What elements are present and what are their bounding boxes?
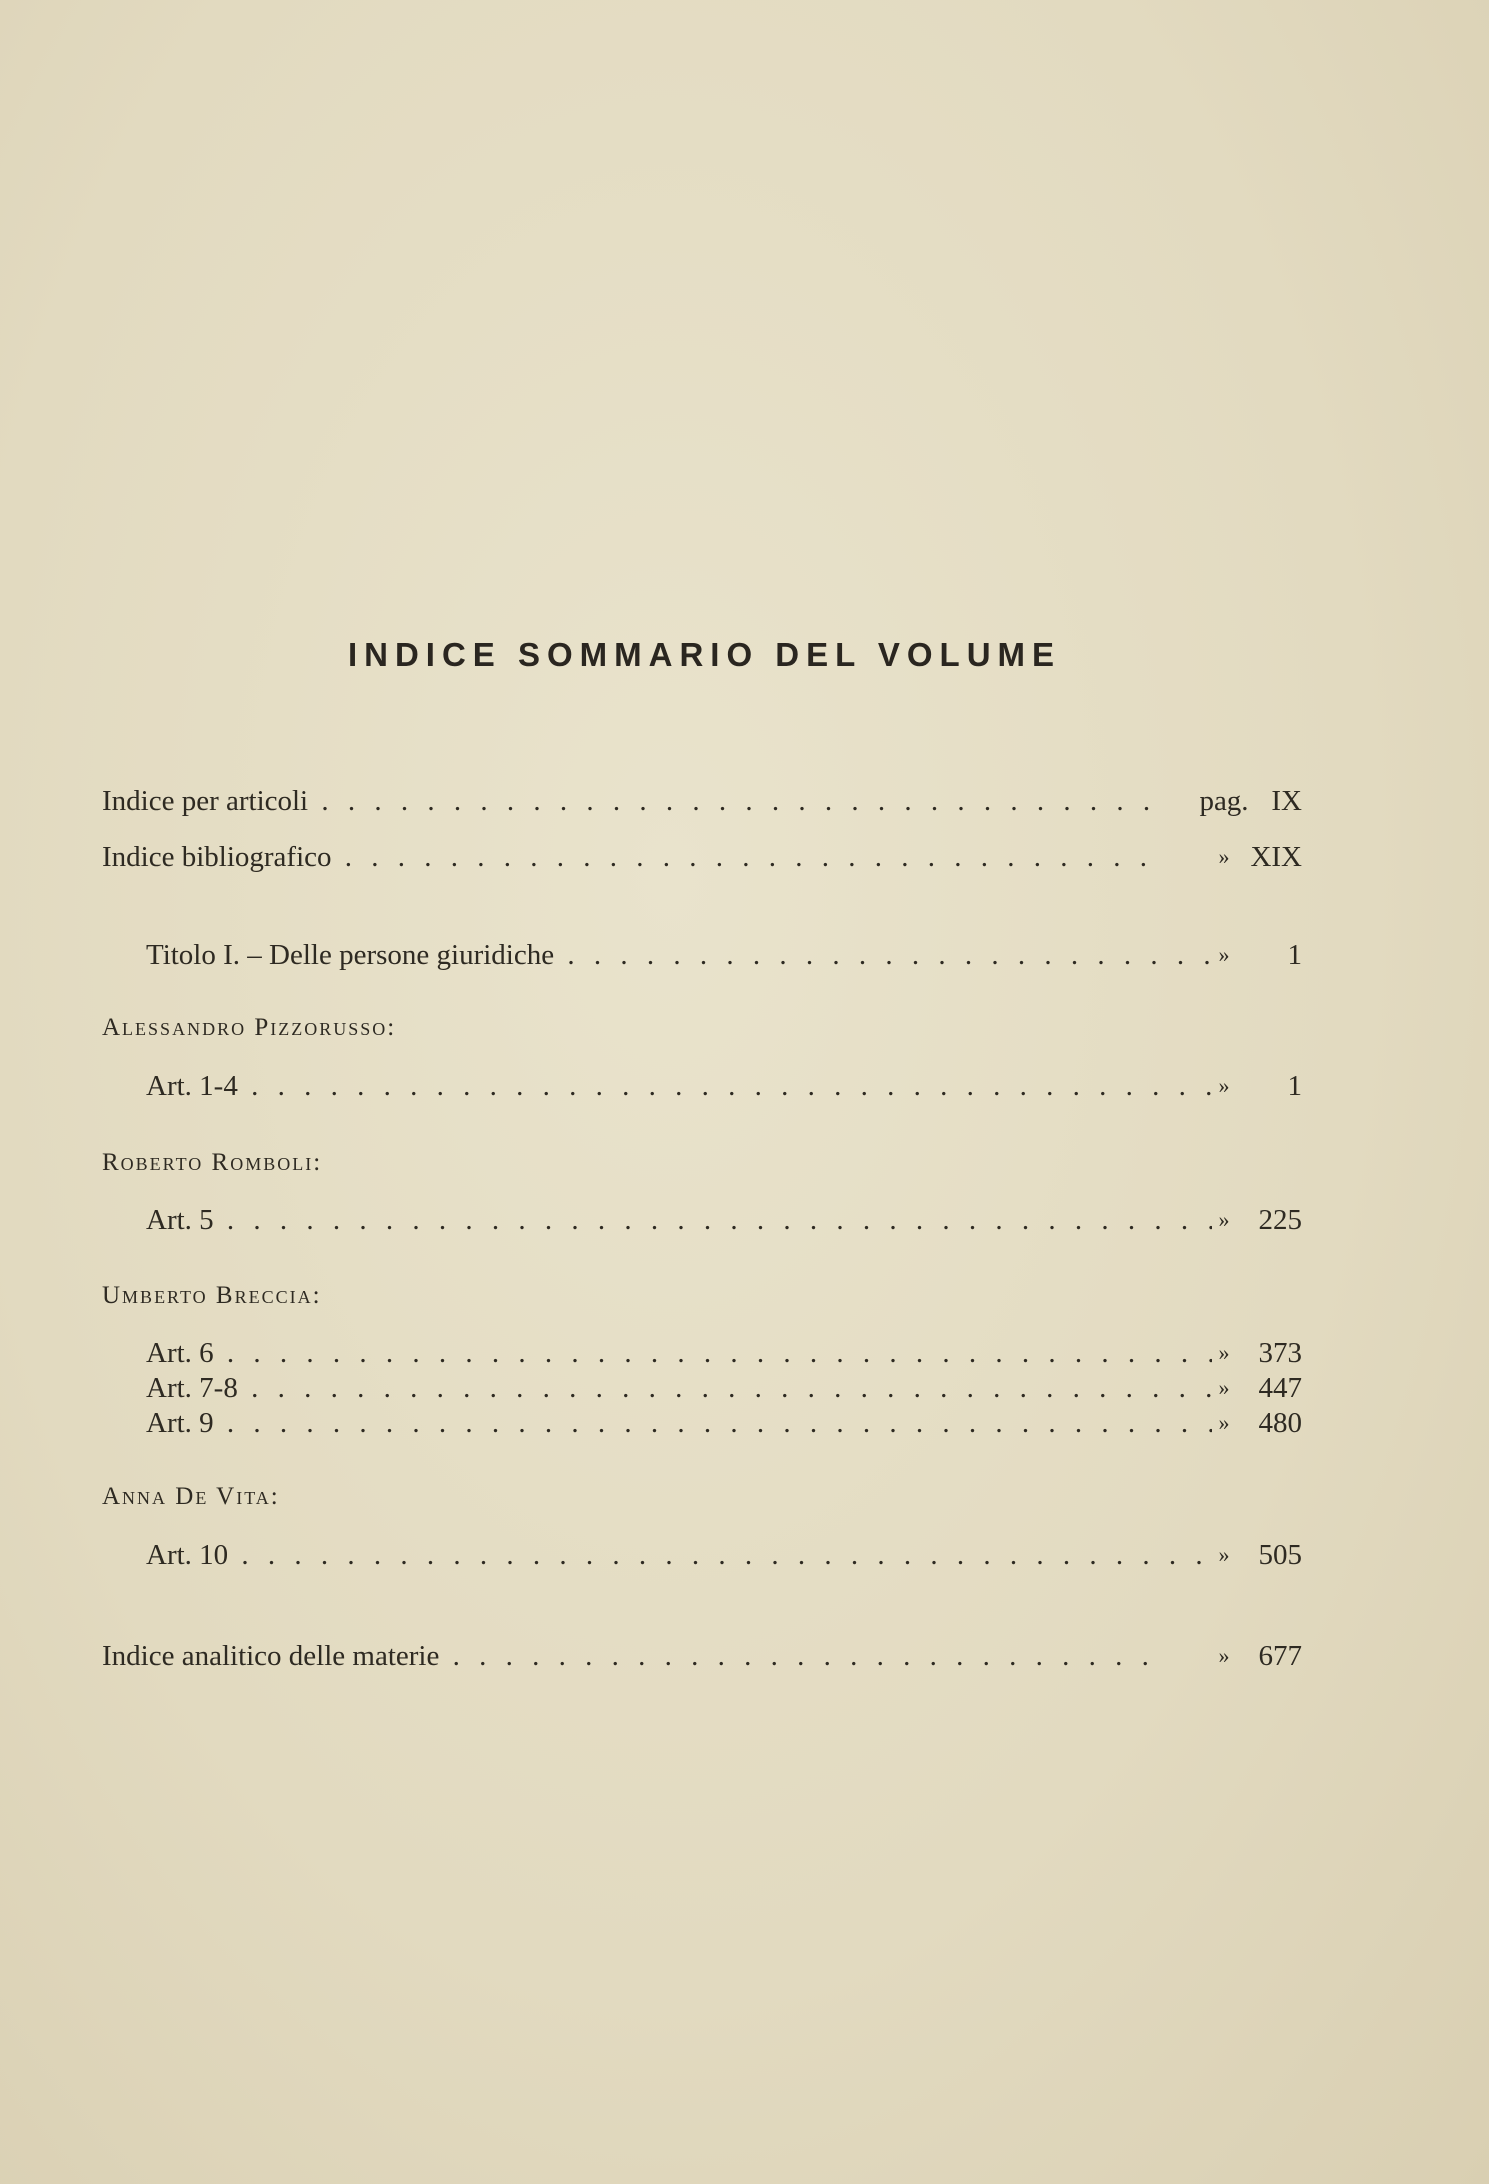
toc-entry-page-number: 677 xyxy=(1258,1640,1302,1672)
toc-entry-label: Art. 5 . . . xyxy=(146,1200,1212,1240)
toc-entry-ditto-mark: » xyxy=(1218,844,1230,869)
toc-entry-page-number: 447 xyxy=(1258,1372,1302,1404)
toc-entry-page-number: XIX xyxy=(1250,841,1302,873)
toc-entry-ditto-mark: » xyxy=(1218,1073,1230,1098)
toc-entry-ditto-mark: » xyxy=(1218,1340,1230,1365)
toc-entry-label: Indice bibliografico . . . xyxy=(102,837,1168,877)
toc-entry-indice-analitico xyxy=(102,1636,1302,1676)
toc-entry-art-5 xyxy=(102,1200,1302,1240)
author-heading: Roberto Romboli: xyxy=(102,1149,323,1176)
toc-entry-label: Art. 6 . . . xyxy=(146,1333,1212,1373)
toc-entry-label: Titolo I. – Delle persone giuridiche . . . xyxy=(146,935,1212,975)
toc-entry-art-9 xyxy=(102,1403,1302,1443)
author-heading: Alessandro Pizzorusso: xyxy=(102,1014,397,1041)
toc-entry-art-7-8 xyxy=(102,1368,1302,1408)
toc-entry-indice-bibliografico xyxy=(102,837,1302,877)
toc-entry-ditto-mark: » xyxy=(1218,1542,1230,1567)
toc-entry-label: Art. 9 . . . xyxy=(146,1403,1212,1443)
toc-entry-page-number: 373 xyxy=(1258,1337,1302,1369)
toc-entry-indice-per-articoli xyxy=(102,781,1302,821)
toc-entry-ditto-mark: » xyxy=(1218,1410,1230,1435)
toc-entry-page-number: IX xyxy=(1271,785,1302,817)
toc-entry-page-number: 225 xyxy=(1258,1204,1302,1236)
toc-entry-page-number: 1 xyxy=(1287,1070,1302,1102)
toc-entry-ditto-mark: » xyxy=(1218,1207,1230,1232)
toc-entry-titolo-i xyxy=(102,935,1302,975)
author-heading: Anna De Vita: xyxy=(102,1483,280,1510)
toc-entry-art-6 xyxy=(102,1333,1302,1373)
toc-entry-ditto-mark: » xyxy=(1218,1375,1230,1400)
toc-entry-label: Indice per articoli . . . xyxy=(102,781,1168,821)
toc-entry-art-10 xyxy=(102,1535,1302,1575)
toc-entry-label: Art. 10 . . . xyxy=(146,1535,1212,1575)
toc-entry-label: Indice analitico delle materie . . . xyxy=(102,1636,1168,1676)
author-heading: Umberto Breccia: xyxy=(102,1282,322,1309)
toc-entry-page-number: 1 xyxy=(1287,939,1302,971)
toc-entry-page-prefix: pag. xyxy=(1199,785,1249,817)
toc-entry-label: Art. 7-8 . . . xyxy=(146,1368,1212,1408)
page-title: INDICE SOMMARIO DEL VOLUME xyxy=(347,636,1062,673)
toc-entry-label: Art. 1-4 . . . xyxy=(146,1066,1212,1106)
toc-entry-page-number: 505 xyxy=(1258,1539,1302,1571)
toc-entry-art-1-4 xyxy=(102,1066,1302,1106)
toc-entry-page-number: 480 xyxy=(1258,1407,1302,1439)
toc-entry-ditto-mark: » xyxy=(1218,1643,1230,1668)
toc-entry-ditto-mark: » xyxy=(1218,942,1230,967)
